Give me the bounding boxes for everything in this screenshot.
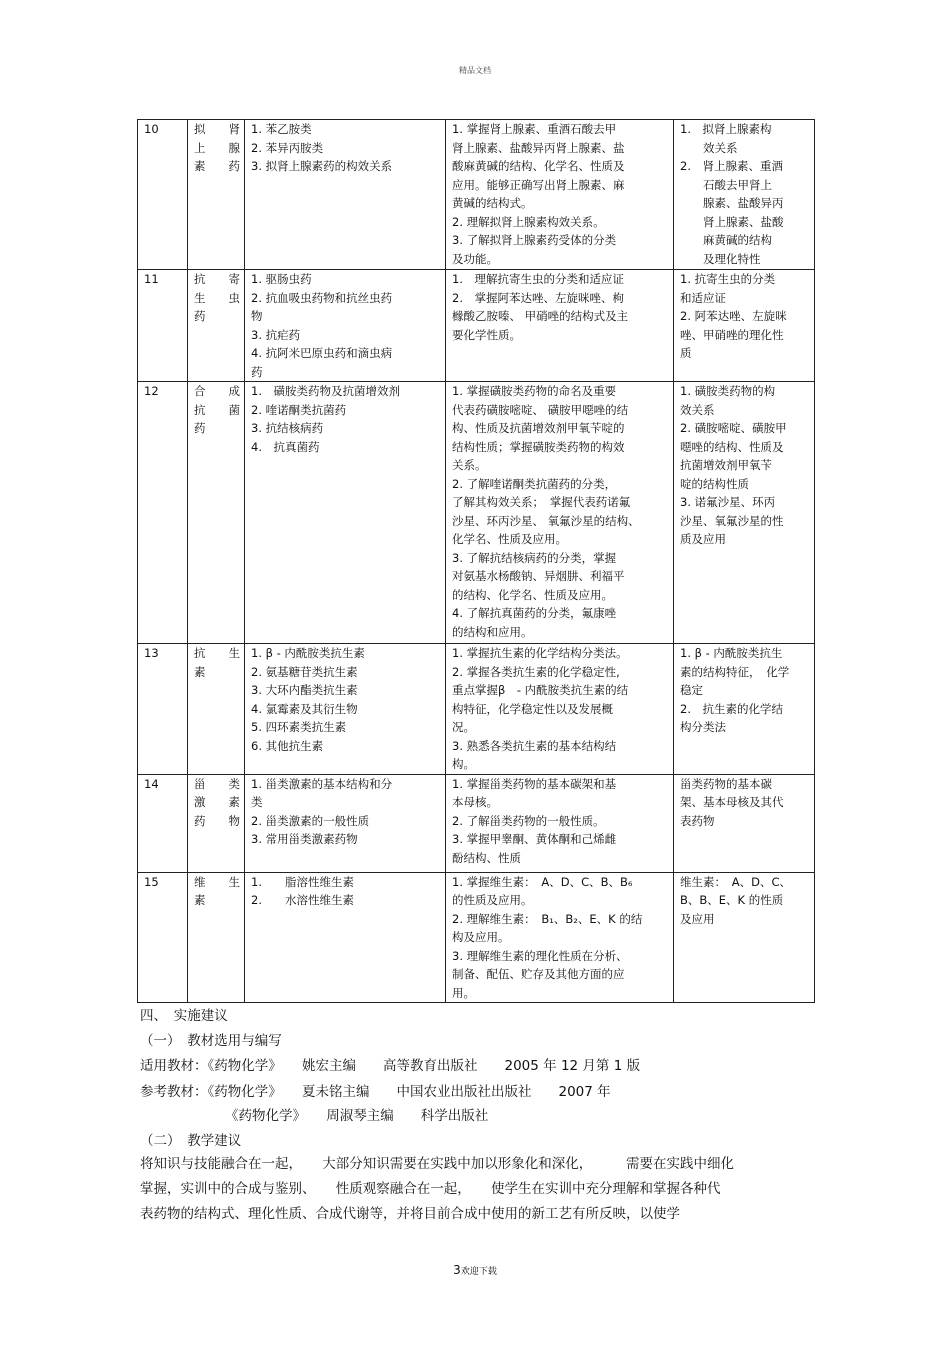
unit-name-line: 拟 肾 (194, 122, 240, 136)
key-points-line: 1. 磺胺类药物的构 (680, 384, 776, 398)
key-points-line: 及应用 (680, 911, 715, 926)
content-line: 4. 抗阿米巴原虫药和滴虫病 (251, 346, 393, 360)
table-row (138, 644, 815, 775)
requirements-line: 1. 掌握维生素： A、D、C、B、B₆ (452, 874, 633, 889)
content-line: 1. 磺胺类药物及抗菌增效剂 (251, 384, 400, 398)
unit-name-line: 药物 (194, 813, 240, 828)
content-line: 1. β - 内酰胺类抗生素 (251, 646, 365, 660)
requirements-line: 3. 掌握甲睾酮、黄体酮和己烯雌 (452, 832, 617, 846)
unit-name-cell (188, 644, 245, 775)
row-number: 12 (144, 384, 159, 398)
key-points-line: 和适应证 (680, 290, 726, 305)
key-points-line: 麻黄碱的结构 (680, 233, 772, 247)
row-number-cell (138, 774, 188, 872)
row-number-cell (138, 644, 188, 775)
content-line: 3. 拟肾上腺素药的构效关系 (251, 159, 393, 173)
content-line: 3. 常用甾类激素药物 (251, 832, 358, 846)
requirements-line: 1. 掌握磺胺类药物的命名及重要 (452, 384, 617, 398)
content-line: 2. 抗血吸虫药物和抗丝虫药 (251, 290, 393, 305)
unit-name-line: 素 (194, 893, 206, 907)
row-number-cell (138, 120, 188, 270)
requirements-line: 用。 (452, 985, 475, 1000)
requirements-line: 重点掌握β - 内酰胺类抗生素的结 (452, 683, 629, 697)
requirements-line: 制备、配伍、贮存及其他方面的应 (452, 967, 625, 981)
key-points-line: 甾类药物的基本碳 (680, 776, 772, 791)
subsection-textbook: （一） 教材选用与编写 (140, 1033, 282, 1049)
key-points-line: 1. β - 内酰胺类抗生 (680, 646, 783, 660)
unit-name-cell (188, 120, 245, 270)
requirements-line: 4. 了解抗真菌药的分类，氟康唑 (452, 606, 617, 620)
paragraph-line: 掌握，实训中的合成与鉴别、 性质观察融合在一起， 使学生在实训中充分理解和掌握各种代 (140, 1181, 721, 1197)
unit-name-cell (188, 382, 245, 644)
row-number: 13 (144, 646, 159, 660)
content-cell (245, 382, 446, 644)
content-line: 3. 抗结核病药 (251, 421, 324, 435)
requirements-line: 况。 (452, 720, 475, 734)
table-row (138, 774, 815, 872)
key-points-line: 唑、甲硝唑的理化性 (680, 327, 784, 342)
content-line: 4. 抗真菌药 (251, 439, 320, 454)
unit-name-cell (188, 774, 245, 872)
row-number-cell (138, 872, 188, 1003)
requirements-line: 橼酸乙胺嗪、 甲硝唑的结构式及主 (452, 309, 629, 323)
key-points-line: 及理化特性 (680, 251, 761, 266)
key-points-line: B、B、E、K 的性质 (680, 893, 784, 907)
requirements-line: 3. 熟悉各类抗生素的基本结构结 (452, 738, 617, 753)
requirements-line: 化学名、性质及应用。 (452, 532, 567, 546)
requirements-line: 要化学性质。 (452, 327, 521, 342)
key-points-cell (674, 382, 815, 644)
table-row (138, 382, 815, 644)
unit-name-line: 抗 菌 (194, 402, 240, 417)
key-points-line: 2. 抗生素的化学结 (680, 701, 783, 716)
content-line: 2. 喹诺酮类抗菌药 (251, 402, 347, 417)
unit-name-line: 抗 寄 (194, 272, 240, 286)
key-points-line: 稳定 (680, 683, 703, 697)
requirements-cell (446, 872, 674, 1003)
key-points-cell (674, 120, 815, 270)
requirements-line: 构、性质及抗菌增效剂甲氧苄啶的 (452, 421, 625, 435)
unit-name-line: 药 (194, 421, 206, 435)
requirements-line: 本母核。 (452, 795, 498, 809)
requirements-cell (446, 382, 674, 644)
unit-name-line: 合 成 (194, 384, 240, 398)
requirements-line: 了解其构效关系； 掌握代表药诺氟 (452, 495, 631, 509)
key-points-line: 效关系 (680, 402, 715, 417)
requirements-line: 构及应用。 (452, 930, 510, 944)
key-points-line: 3. 诺氟沙星、环丙 (680, 495, 776, 509)
paragraph-line: 将知识与技能融合在一起， 大部分知识需要在实践中加以形象化和深化， 需要在实践中细化 (140, 1156, 734, 1172)
content-line: 5. 四环素类抗生素 (251, 720, 347, 734)
content-line: 3. 大环内酯类抗生素 (251, 683, 358, 697)
key-points-line: 噁唑的结构、性质及 (680, 439, 784, 454)
row-number-cell (138, 382, 188, 644)
unit-name-line: 激 素 (194, 795, 240, 809)
key-points-line: 效关系 (680, 140, 738, 155)
requirements-line: 的结构、化学名、性质及应用。 (452, 587, 613, 602)
key-points-cell (674, 774, 815, 872)
footer-watermark: 欢迎下载 (460, 1267, 497, 1277)
unit-name-cell (188, 270, 245, 382)
unit-name-line: 素 (194, 664, 206, 679)
teaching-paragraph (140, 1152, 810, 1227)
reference-line-2: 《药物化学》 周淑琴主编 科学出版社 (225, 1108, 489, 1124)
key-points-line: 素的结构特征， 化学 (680, 664, 790, 679)
content-cell (245, 644, 446, 775)
unit-name-line: 素药 (194, 159, 240, 173)
unit-name-line: 上 腺 (194, 140, 240, 155)
requirements-line: 2. 了解喹诺酮类抗菌药的分类， (452, 476, 617, 491)
content-line: 物 (251, 309, 263, 323)
key-points-line: 1. 抗寄生虫的分类 (680, 272, 776, 286)
paragraph-line: 表药物的结构式、理化性质、合成代谢等，并将目前合成中使用的新工艺有所反映，以使学 (140, 1206, 680, 1222)
curriculum-table (137, 119, 815, 1003)
key-points-line: 啶的结构性质 (680, 476, 749, 491)
requirements-line: 3. 了解拟肾上腺素药受体的分类 (452, 233, 617, 247)
requirements-line: 2. 了解甾类药物的一般性质。 (452, 813, 605, 828)
key-points-line: 质 (680, 346, 692, 360)
subsection-teaching: （二） 教学建议 (140, 1133, 242, 1149)
requirements-line: 的结构和应用。 (452, 624, 533, 639)
requirements-line: 构特征，化学稳定性以及发展概 (452, 701, 613, 716)
row-number: 15 (144, 874, 159, 889)
key-points-line: 肾上腺素、盐酸 (680, 214, 784, 229)
content-line: 药 (251, 364, 263, 379)
content-cell (245, 774, 446, 872)
row-number-cell (138, 270, 188, 382)
content-line: 2. 水溶性维生素 (251, 893, 354, 907)
content-line: 1. 脂溶性维生素 (251, 874, 354, 889)
requirements-line: 1. 理解抗寄生虫的分类和适应证 (452, 272, 624, 286)
requirements-line: 酸麻黄碱的结构、化学名、性质及 (452, 159, 625, 173)
key-points-line: 构分类法 (680, 720, 726, 734)
row-number: 10 (144, 122, 159, 136)
content-cell (245, 872, 446, 1003)
key-points-line: 架、基本母核及其代 (680, 795, 784, 809)
requirements-line: 应用。能够正确写出肾上腺素、麻 (452, 177, 625, 192)
content-line: 3. 抗疟药 (251, 327, 301, 342)
requirements-line: 肾上腺素、盐酸异丙肾上腺素、盐 (452, 140, 625, 155)
table-row (138, 872, 815, 1003)
key-points-line: 质及应用 (680, 532, 726, 546)
key-points-line: 维生素： A、D、C、 (680, 874, 792, 889)
requirements-line: 2. 理解维生素： B₁、B₂、E、K 的结 (452, 911, 643, 926)
table-row (138, 270, 815, 382)
key-points-line: 沙星、氧氟沙星的性 (680, 513, 784, 528)
key-points-cell (674, 872, 815, 1003)
unit-name-line: 维 生 (194, 874, 240, 889)
requirements-line: 2. 掌握阿苯达唑、左旋咪唑、枸 (452, 290, 624, 305)
requirements-line: 的性质及应用。 (452, 893, 533, 907)
key-points-line: 抗菌增效剂甲氧苄 (680, 458, 772, 472)
requirements-line: 2. 掌握各类抗生素的化学稳定性, (452, 664, 620, 679)
content-line: 2. 苯异丙胺类 (251, 140, 324, 155)
requirements-line: 1. 掌握甾类药物的基本碳架和基 (452, 776, 617, 791)
requirements-line: 代表药磺胺嘧啶、 磺胺甲噁唑的结 (452, 402, 629, 417)
requirements-cell (446, 120, 674, 270)
key-points-line: 表药物 (680, 813, 715, 828)
requirements-cell (446, 270, 674, 382)
content-cell (245, 270, 446, 382)
row-number: 11 (144, 272, 159, 286)
footer (0, 1263, 950, 1277)
unit-name-line: 抗 生 (194, 646, 240, 660)
requirements-line: 结构性质；掌握磺胺类药物的构效 (452, 439, 625, 454)
unit-name-cell (188, 872, 245, 1003)
content-line: 2. 氨基糖苷类抗生素 (251, 664, 358, 679)
requirements-cell (446, 774, 674, 872)
content-line: 1. 驱肠虫药 (251, 272, 312, 286)
key-points-cell (674, 270, 815, 382)
key-points-line: 1. 拟肾上腺素构 (680, 122, 772, 136)
requirements-line: 黄碱的结构式。 (452, 196, 533, 210)
key-points-line: 2. 阿苯达唑、左旋咪 (680, 309, 787, 323)
content-line: 1. 甾类激素的基本结构和分 (251, 776, 393, 791)
requirements-line: 1. 掌握抗生素的化学结构分类法。 (452, 646, 628, 660)
unit-name-line: 生 虫 (194, 290, 240, 305)
requirements-line: 关系。 (452, 458, 487, 472)
requirements-line: 3. 了解抗结核病药的分类，掌握 (452, 550, 617, 565)
content-line: 4. 氯霉素及其衍生物 (251, 701, 358, 716)
page-number: 3 (453, 1263, 461, 1277)
requirements-cell (446, 644, 674, 775)
content-cell (245, 120, 446, 270)
requirements-line: 沙星、环丙沙星、 氧氟沙星的结构、 (452, 513, 640, 528)
requirements-line: 及功能。 (452, 251, 498, 266)
content-line: 6. 其他抗生素 (251, 738, 324, 753)
key-points-cell (674, 644, 815, 775)
requirements-line: 1. 掌握肾上腺素、重酒石酸去甲 (452, 122, 617, 136)
content-line: 类 (251, 795, 263, 809)
header-watermark: 精品文档 (459, 66, 491, 75)
table-row (138, 120, 815, 270)
key-points-line: 腺素、盐酸异丙 (680, 196, 784, 210)
requirements-line: 构。 (452, 757, 475, 771)
unit-name-line: 甾 类 (194, 776, 240, 791)
content-line: 2. 甾类激素的一般性质 (251, 813, 370, 828)
content-line: 1. 苯乙胺类 (251, 122, 312, 136)
row-number: 14 (144, 776, 159, 791)
requirements-line: 3. 理解维生素的理化性质在分析、 (452, 948, 628, 963)
requirements-line: 2. 理解拟肾上腺素构效关系。 (452, 214, 605, 229)
requirements-line: 酚结构、性质 (452, 850, 521, 865)
unit-name-line: 药 (194, 309, 206, 323)
requirements-line: 对氨基水杨酸钠、异烟肼、利福平 (452, 569, 625, 583)
key-points-line: 2. 磺胺嘧啶、磺胺甲 (680, 421, 787, 435)
key-points-line: 2. 肾上腺素、重酒 (680, 159, 783, 173)
reference-line-1: 参考教材：《药物化学》 夏未铭主编 中国农业出版社出版社 2007 年 (140, 1084, 611, 1100)
textbook-line: 适用教材：《药物化学》 姚宏主编 高等教育出版社 2005 年 12 月第 1 版 (140, 1058, 641, 1074)
section-title: 四、 实施建议 (140, 1008, 228, 1024)
key-points-line: 石酸去甲肾上 (680, 177, 772, 192)
